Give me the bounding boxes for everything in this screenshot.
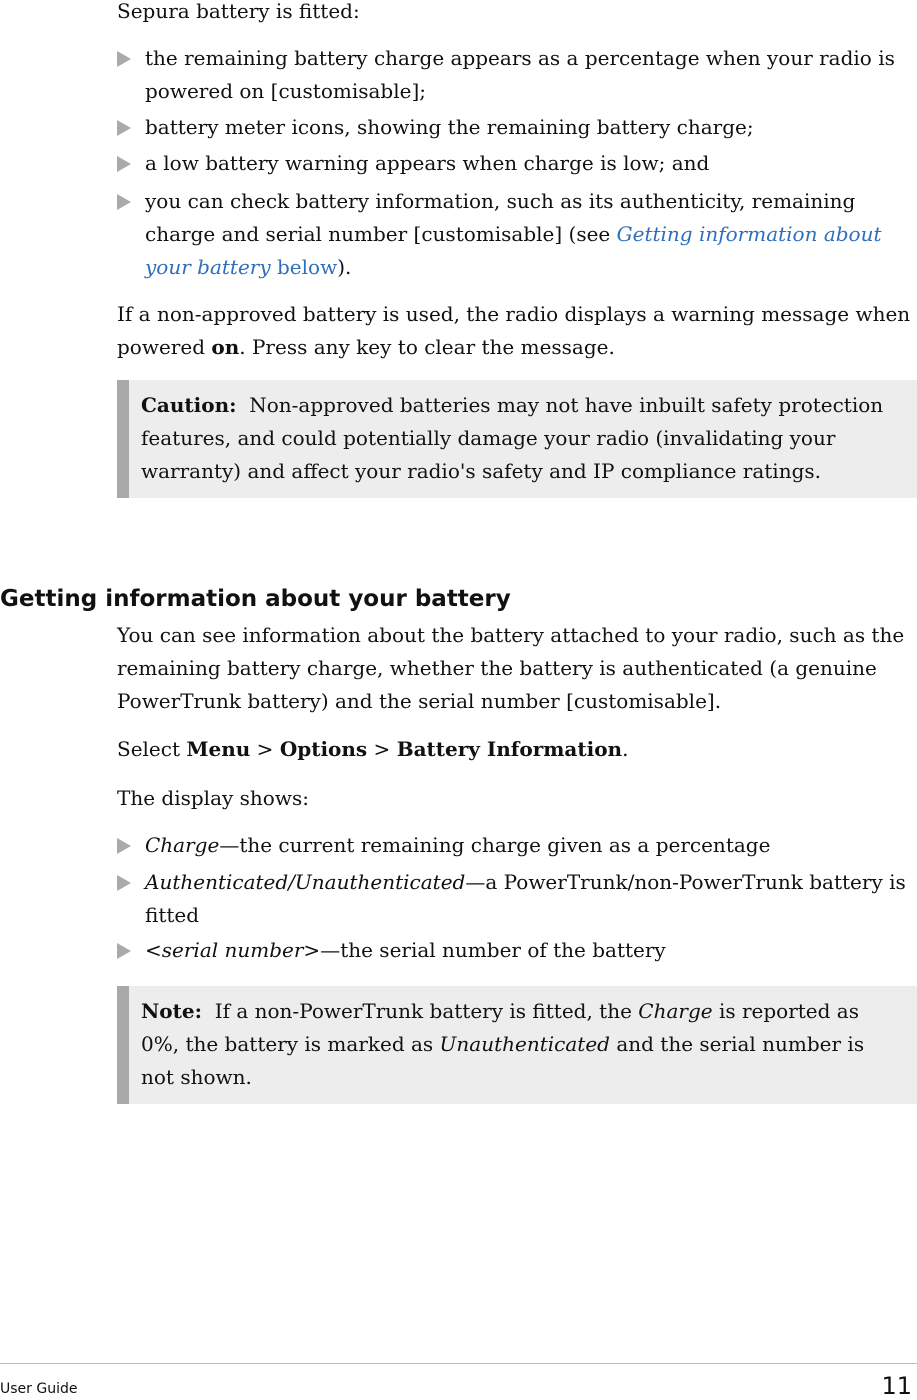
note-box: Note: If a non-PowerTrunk battery is fitted, the Charge is reported as 0%, the battery is marked as Unauthenticated and the serial number is not shown. — [117, 986, 917, 1104]
footer-divider — [0, 1363, 917, 1364]
list-item: a low battery warning appears when charge is low; and — [117, 147, 915, 180]
bullet-triangle-icon — [117, 194, 131, 210]
bullet-triangle-icon — [117, 51, 131, 67]
menu-path: Select Menu > Options > Battery Information. — [117, 737, 629, 761]
bullet-triangle-icon — [117, 875, 131, 891]
bullet-triangle-icon — [117, 838, 131, 854]
nonapproved-paragraph: If a non-approved battery is used, the radio displays a warning message when powered on. Press any key to clear the message. — [117, 302, 911, 359]
caution-box: Caution: Non-approved batteries may not have inbuilt safety protection features, and could potentially damage your radio (invalidating your warranty) and affect your radio's safety and IP compliance ratings. — [117, 380, 917, 498]
display-shows-text: The display shows: — [117, 786, 309, 810]
caution-label: Caution: — [141, 393, 237, 417]
footer-doc-title: User Guide — [0, 1381, 78, 1397]
list-item: the remaining battery charge appears as a percentage when your radio is powered on [customisable]; — [117, 42, 915, 108]
bullet-triangle-icon — [117, 156, 131, 172]
section-heading: Getting information about your battery — [0, 586, 511, 612]
list-item: you can check battery information, such as its authenticity, remaining charge and serial number [customisable] (see Getting information about your battery below). — [117, 185, 915, 284]
intro-text: Sepura battery is fitted: — [117, 0, 360, 23]
battery-info-link[interactable]: Getting information about your battery below — [145, 222, 882, 279]
bullet-triangle-icon — [117, 943, 131, 959]
list-item: Authenticated/Unauthenticated—a PowerTrunk/non-PowerTrunk battery is fitted — [117, 866, 915, 932]
note-label: Note: — [141, 999, 202, 1023]
list-item: <serial number>—the serial number of the battery — [117, 934, 915, 967]
list-item: Charge—the current remaining charge given as a percentage — [117, 829, 915, 862]
bullet-triangle-icon — [117, 120, 131, 136]
page-number: 11 — [881, 1372, 912, 1400]
info-paragraph: You can see information about the battery attached to your radio, such as the remaining battery charge, whether the battery is authenticated (a genuine PowerTrunk battery) and the serial number [customisable]. — [117, 623, 905, 713]
list-item: battery meter icons, showing the remaining battery charge; — [117, 111, 915, 144]
